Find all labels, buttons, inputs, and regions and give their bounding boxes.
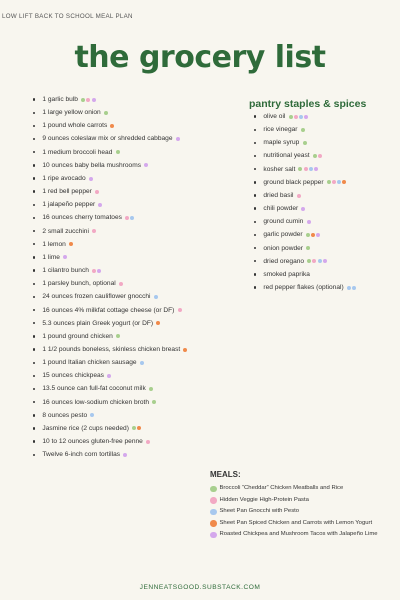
meal-dots: [139, 361, 144, 365]
pink-dot-icon: [92, 269, 96, 273]
grocery-item: [33, 146, 223, 159]
grocery-item: [33, 448, 223, 461]
meal-label: Sheet Pan Gnocchi with Pesto: [219, 508, 300, 515]
grocery-item-label: 1 pound Italian chicken sausage: [42, 359, 137, 367]
grocery-item-label: 1 lime: [42, 253, 60, 261]
pantry-item: [254, 281, 394, 294]
grocery-item: [33, 330, 223, 343]
purple-dot-icon: [98, 203, 102, 207]
green-dot-icon: [298, 167, 302, 171]
grocery-item-label: 1 1/2 pounds boneless, skinless chicken breast: [42, 345, 181, 353]
bullet-icon: [33, 164, 35, 166]
blue-dot-icon: [140, 361, 144, 365]
grocery-item-label: 1 large yellow onion: [42, 109, 101, 117]
grocery-item: [33, 422, 223, 435]
grocery-item-label: 2 small zucchini: [42, 227, 89, 235]
green-dot-icon: [307, 259, 311, 263]
purple-dot-icon: [307, 220, 311, 224]
pink-dot-icon: [294, 115, 298, 119]
bullet-icon: [33, 217, 35, 219]
bullet-icon: [33, 375, 35, 377]
pantry-item-label: dried basil: [263, 191, 294, 199]
meal-dots: [305, 233, 321, 237]
bullet-icon: [254, 273, 256, 275]
bullet-icon: [33, 256, 35, 258]
meal-dots: [106, 374, 111, 378]
meal-label: Hidden Veggie High-Protein Pasta: [219, 496, 309, 503]
purple-dot-icon: [301, 207, 305, 211]
grocery-item: [33, 317, 223, 330]
pantry-item: [254, 123, 394, 136]
pink-dot-icon: [332, 180, 336, 184]
page-title: the grocery list: [74, 40, 326, 75]
pantry-item: [254, 189, 394, 202]
purple-dot-icon: [210, 532, 217, 539]
meal-dots: [176, 308, 181, 312]
pink-dot-icon: [178, 308, 182, 312]
green-dot-icon: [116, 334, 120, 338]
grocery-item: [33, 211, 223, 224]
meal-dots: [143, 163, 148, 167]
bullet-icon: [254, 207, 256, 209]
grocery-item-label: 1 cilantro bunch: [42, 267, 89, 275]
pantry-item: [254, 228, 394, 241]
meal-dots: [148, 387, 153, 391]
grocery-item-label: 1 pound whole carrots: [42, 122, 108, 130]
pantry-item: [254, 202, 394, 215]
grocery-item-label: 1 garlic bulb: [42, 96, 78, 103]
meal-label: Broccoli “Cheddar” Chicken Meatballs and Rice: [219, 485, 344, 491]
meal-dots: [80, 98, 96, 102]
grocery-item: [33, 251, 223, 264]
blue-dot-icon: [90, 413, 94, 417]
grocery-item-label: 5.3 ounces plain Greek yogurt (or DF): [42, 319, 154, 327]
grocery-item: [33, 396, 223, 409]
purple-dot-icon: [63, 255, 67, 259]
blue-dot-icon: [299, 115, 303, 119]
grocery-item: [33, 132, 223, 145]
meal-dots: [91, 229, 96, 233]
blue-dot-icon: [210, 509, 217, 516]
grocery-item: [33, 409, 223, 422]
bullet-icon: [254, 142, 256, 144]
meal-label: Sheet Pan Spiced Chicken and Carrots with Lemon Yogurt: [219, 519, 373, 526]
meal-dots: [115, 334, 120, 338]
meal-dots: [153, 295, 158, 299]
bullet-icon: [254, 129, 256, 131]
pantry-item-label: smoked paprika: [263, 270, 310, 278]
purple-dot-icon: [323, 259, 327, 263]
meal-dots: [301, 141, 306, 145]
green-dot-icon: [313, 154, 317, 158]
grocery-item-label: Jasmine rice (2 cups needed): [42, 424, 129, 432]
bullet-icon: [33, 414, 35, 416]
bullet-icon: [33, 269, 35, 271]
meal-dots: [89, 413, 94, 417]
grocery-item: [33, 435, 223, 448]
grocery-item-label: 10 ounces baby bella mushrooms: [42, 161, 141, 169]
meal-dots: [122, 453, 127, 457]
footer-url: JENNEATSGOOD.SUBSTACK.COM: [139, 584, 261, 591]
purple-dot-icon: [89, 177, 93, 181]
meal-dots: [103, 111, 108, 115]
grocery-item: [33, 172, 223, 185]
purple-dot-icon: [316, 233, 320, 237]
grocery-item-label: 1 ripe avocado: [42, 174, 86, 182]
pantry-item-label: maple syrup: [263, 139, 300, 147]
green-dot-icon: [306, 246, 310, 250]
pink-dot-icon: [86, 98, 90, 102]
meal-item: [210, 518, 400, 530]
bullet-icon: [254, 155, 256, 157]
meal-dots: [145, 440, 150, 444]
bullet-icon: [33, 230, 35, 232]
bullet-icon: [33, 112, 35, 114]
green-dot-icon: [116, 150, 120, 154]
meal-item: [210, 495, 400, 507]
grocery-item-label: 16 ounces low-sodium chicken broth: [42, 398, 150, 406]
grocery-item: [33, 264, 223, 277]
meal-dots: [306, 259, 327, 263]
green-dot-icon: [303, 141, 307, 145]
grocery-item-label: 16 ounces 4% milkfat cottage cheese (or DF): [42, 306, 175, 314]
green-dot-icon: [132, 426, 136, 430]
grocery-item-label: 8 ounces pesto: [42, 411, 88, 419]
grocery-item-label: 9 ounces coleslaw mix or shredded cabbage: [42, 135, 173, 143]
grocery-item: [33, 93, 223, 106]
orange-dot-icon: [210, 520, 217, 527]
meal-dots: [91, 269, 101, 273]
meal-dots: [97, 203, 102, 207]
pink-dot-icon: [312, 259, 316, 263]
bullet-icon: [254, 115, 256, 117]
bullet-icon: [254, 286, 256, 288]
meal-dots: [68, 242, 73, 246]
pantry-list: [254, 110, 394, 294]
meal-dots: [295, 194, 300, 198]
meal-dots: [346, 286, 356, 290]
orange-dot-icon: [110, 124, 114, 128]
pink-dot-icon: [210, 497, 217, 504]
pink-dot-icon: [304, 167, 308, 171]
bullet-icon: [33, 138, 35, 140]
pantry-item: [254, 176, 394, 189]
bullet-icon: [254, 221, 256, 223]
pantry-item-label: ground black pepper: [263, 178, 324, 186]
pantry-item: [254, 149, 394, 162]
pantry-item-label: olive oil: [263, 113, 286, 120]
bullet-icon: [33, 362, 35, 364]
grocery-item: [33, 382, 223, 395]
orange-dot-icon: [137, 426, 141, 430]
orange-dot-icon: [69, 242, 73, 246]
grocery-item: [33, 185, 223, 198]
pink-dot-icon: [92, 229, 96, 233]
meal-dots: [297, 167, 318, 171]
purple-dot-icon: [107, 374, 111, 378]
meal-dots: [300, 207, 305, 211]
bullet-icon: [254, 260, 256, 262]
green-dot-icon: [152, 400, 156, 404]
meals-heading: MEALS:: [210, 470, 241, 479]
meal-dots: [182, 348, 187, 352]
pantry-item-label: dried oregano: [263, 257, 305, 265]
meal-dots: [62, 255, 67, 259]
pink-dot-icon: [146, 440, 150, 444]
grocery-item-label: 1 medium broccoli head: [42, 148, 113, 156]
pantry-item: [254, 110, 394, 123]
meal-item: [210, 483, 400, 495]
grocery-item-label: 1 red bell pepper: [42, 188, 92, 196]
blue-dot-icon: [309, 167, 313, 171]
pink-dot-icon: [95, 190, 99, 194]
pantry-item-label: garlic powder: [263, 231, 303, 239]
bullet-icon: [254, 181, 256, 183]
blue-dot-icon: [154, 295, 158, 299]
pantry-item: [254, 163, 394, 176]
meal-dots: [114, 150, 119, 154]
bullet-icon: [33, 427, 35, 429]
pantry-item-label: rice vinegar: [263, 126, 298, 134]
grocery-item-label: 1 jalapeño pepper: [42, 201, 96, 209]
purple-dot-icon: [97, 269, 101, 273]
grocery-item: [33, 238, 223, 251]
grocery-item: [33, 277, 223, 290]
purple-dot-icon: [304, 115, 308, 119]
header-label: LOW LIFT BACK TO SCHOOL MEAL PLAN: [2, 13, 133, 20]
meal-dots: [305, 246, 310, 250]
pantry-item: [254, 268, 394, 281]
blue-dot-icon: [318, 259, 322, 263]
grocery-item-label: 15 ounces chickpeas: [42, 372, 104, 380]
meal-dots: [94, 190, 99, 194]
bullet-icon: [254, 168, 256, 170]
bullet-icon: [33, 283, 35, 285]
meal-dots: [88, 177, 93, 181]
pantry-item-label: nutritional yeast: [263, 152, 310, 160]
pantry-item: [254, 255, 394, 268]
blue-dot-icon: [352, 286, 356, 290]
green-dot-icon: [149, 387, 153, 391]
grocery-item: [33, 119, 223, 132]
pantry-item: [254, 242, 394, 255]
pantry-item: [254, 215, 394, 228]
meal-dots: [305, 220, 310, 224]
meal-dots: [312, 154, 322, 158]
bullet-icon: [254, 234, 256, 236]
bullet-icon: [33, 296, 35, 298]
meal-dots: [151, 400, 156, 404]
meal-label: Roasted Chickpea and Mushroom Tacos with Jalapeño Lime: [219, 531, 378, 538]
bullet-icon: [33, 335, 35, 337]
bullet-icon: [33, 98, 35, 100]
pink-dot-icon: [125, 216, 129, 220]
bullet-icon: [33, 440, 35, 442]
meal-dots: [124, 216, 134, 220]
bullet-icon: [254, 194, 256, 196]
purple-dot-icon: [144, 163, 148, 167]
grocery-item-label: 10 to 12 ounces gluten-free penne: [42, 438, 143, 446]
orange-dot-icon: [156, 321, 160, 325]
grocery-item-label: 1 pound ground chicken: [42, 332, 113, 340]
bullet-icon: [33, 177, 35, 179]
grocery-item: [33, 343, 223, 356]
blue-dot-icon: [337, 180, 341, 184]
grocery-item-label: 13.5 ounce can full-fat coconut milk: [42, 385, 146, 393]
pantry-item-label: onion powder: [263, 244, 303, 252]
grocery-item: [33, 159, 223, 172]
grocery-item: [33, 356, 223, 369]
bullet-icon: [33, 322, 35, 324]
grocery-item: [33, 225, 223, 238]
orange-dot-icon: [311, 233, 315, 237]
meal-dots: [326, 180, 347, 184]
bullet-icon: [33, 454, 35, 456]
purple-dot-icon: [123, 453, 127, 457]
meals-legend: [210, 483, 400, 541]
bullet-icon: [33, 388, 35, 390]
pantry-item-label: ground cumin: [263, 218, 304, 226]
grocery-item-label: 16 ounces cherry tomatoes: [42, 214, 122, 222]
bullet-icon: [33, 401, 35, 403]
bullet-icon: [33, 348, 35, 350]
grocery-item: [33, 290, 223, 303]
grocery-item-label: 1 parsley bunch, optional: [42, 280, 116, 288]
meal-dots: [287, 115, 308, 119]
bullet-icon: [33, 151, 35, 153]
grocery-item-label: Twelve 6-inch corn tortillas: [42, 451, 121, 459]
purple-dot-icon: [176, 137, 180, 141]
meal-item: [210, 506, 400, 518]
meal-dots: [109, 124, 114, 128]
purple-dot-icon: [314, 167, 318, 171]
grocery-item-label: 1 lemon: [42, 240, 66, 248]
purple-dot-icon: [92, 98, 96, 102]
grocery-item: [33, 198, 223, 211]
bullet-icon: [254, 247, 256, 249]
blue-dot-icon: [347, 286, 351, 290]
orange-dot-icon: [183, 348, 187, 352]
pantry-item-label: chili powder: [263, 205, 299, 213]
grocery-item: [33, 369, 223, 382]
green-dot-icon: [306, 233, 310, 237]
meal-dots: [131, 426, 141, 430]
meal-item: [210, 529, 400, 541]
pink-dot-icon: [297, 194, 301, 198]
green-dot-icon: [104, 111, 108, 115]
blue-dot-icon: [130, 216, 134, 220]
bullet-icon: [33, 125, 35, 127]
grocery-item-label: 24 ounces frozen cauliflower gnocchi: [42, 293, 151, 301]
meal-dots: [155, 321, 160, 325]
green-dot-icon: [327, 180, 331, 184]
meal-dots: [118, 282, 123, 286]
grocery-item: [33, 304, 223, 317]
green-dot-icon: [210, 486, 217, 493]
green-dot-icon: [289, 115, 293, 119]
bullet-icon: [33, 204, 35, 206]
bullet-icon: [33, 243, 35, 245]
meal-dots: [175, 137, 180, 141]
green-dot-icon: [301, 128, 305, 132]
grocery-list: [33, 93, 223, 461]
grocery-item: [33, 106, 223, 119]
pink-dot-icon: [119, 282, 123, 286]
bullet-icon: [33, 309, 35, 311]
pink-dot-icon: [318, 154, 322, 158]
pantry-item-label: kosher salt: [263, 165, 296, 173]
pantry-item-label: red pepper flakes (optional): [263, 284, 344, 292]
orange-dot-icon: [342, 180, 346, 184]
pantry-heading: pantry staples & spices: [249, 98, 367, 110]
green-dot-icon: [81, 98, 85, 102]
meal-dots: [299, 128, 304, 132]
bullet-icon: [33, 190, 35, 192]
pantry-item: [254, 136, 394, 149]
